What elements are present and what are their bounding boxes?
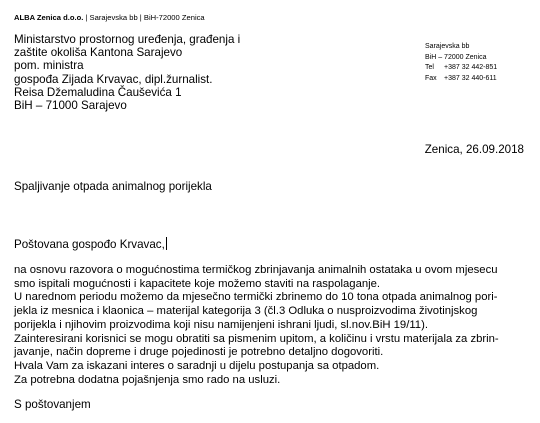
letter-body bbox=[14, 264, 499, 387]
recipient-line: Ministarstvo prostornog uređenja, građenja i bbox=[14, 33, 241, 46]
recipient-address bbox=[14, 33, 240, 112]
body-line: smo ispitali mogućnosti i kapacitete koje možemo staviti na raspolaganje. bbox=[14, 277, 381, 290]
body-line: porijekla i njihovim proizvodima koji nisu namijenjeni ishrani ljudi, sl.nov.BiH 19/11). bbox=[14, 318, 428, 331]
recipient-line: zaštite okoliša Kantona Sarajevo bbox=[14, 46, 183, 60]
company-name: ALBA Zenica d.o.o. bbox=[14, 13, 84, 22]
body-line: Zainteresirani korisnici se mogu obratiti sa pismenim upitom, a količinu i vrstu materijala za zbrin- bbox=[14, 332, 499, 345]
phone-number: +387 32 442-851 bbox=[444, 64, 498, 72]
body-line: Hvala Vam za iskazani interes o saradnji u dijelu postupanja sa otpadom. bbox=[14, 359, 380, 372]
fax-number: +387 32 440-611 bbox=[444, 74, 497, 82]
letter-closing: S poštovanjem bbox=[14, 398, 91, 411]
sender-street: Sarajevska bb bbox=[425, 43, 470, 50]
body-line: jekla iz mesnica i klaonica – materijal kategorija 3 (čl.3 Odluka o nusproizvodima životinjskog bbox=[14, 305, 478, 318]
body-line: javanje, način dopreme i druge pojedinosti je potrebno detaljno dogovoriti. bbox=[14, 346, 384, 359]
letterhead-separator: | bbox=[137, 13, 144, 22]
letter-subject: Spaljivanje otpada animalnog porijekla bbox=[14, 180, 212, 193]
letterhead-city: BiH-72000 Zenica bbox=[143, 13, 205, 22]
sender-address bbox=[425, 42, 497, 84]
letterhead bbox=[14, 13, 205, 22]
body-line: U narednom periodu možemo da mjesečno termički zbrinemo do 10 tona otpada animalnog pori- bbox=[14, 291, 498, 304]
recipient-line: BiH – 71000 Sarajevo bbox=[14, 99, 127, 113]
salutation-text: Poštovana gospođo Krvavac, bbox=[14, 238, 165, 251]
sender-phone bbox=[425, 63, 497, 74]
recipient-line: gospođa Zijada Krvavac, dipl.žurnalist. bbox=[14, 72, 213, 86]
recipient-line: pom. ministra bbox=[14, 59, 84, 73]
letterhead-separator: | bbox=[83, 13, 90, 22]
body-line: na osnovu razovora o mogućnostima termičkog zbrinjavanja animalnih ostataka u ovom mjesecu bbox=[14, 264, 498, 276]
text-cursor bbox=[166, 237, 167, 250]
letter-date: Zenica, 26.09.2018 bbox=[424, 143, 524, 156]
body-line: Za potrebna dodatna pojašnjenja smo rado na usluzi. bbox=[14, 373, 281, 386]
sender-city: BiH – 72000 Zenica bbox=[425, 53, 487, 61]
letterhead-street: Sarajevska bb bbox=[89, 13, 138, 22]
fax-label: Fax bbox=[425, 74, 437, 82]
salutation[interactable] bbox=[14, 237, 167, 251]
sender-fax bbox=[425, 74, 497, 85]
recipient-line: Reisa Džemaludina Čauševića 1 bbox=[14, 85, 182, 99]
phone-label: Tel bbox=[425, 64, 434, 72]
